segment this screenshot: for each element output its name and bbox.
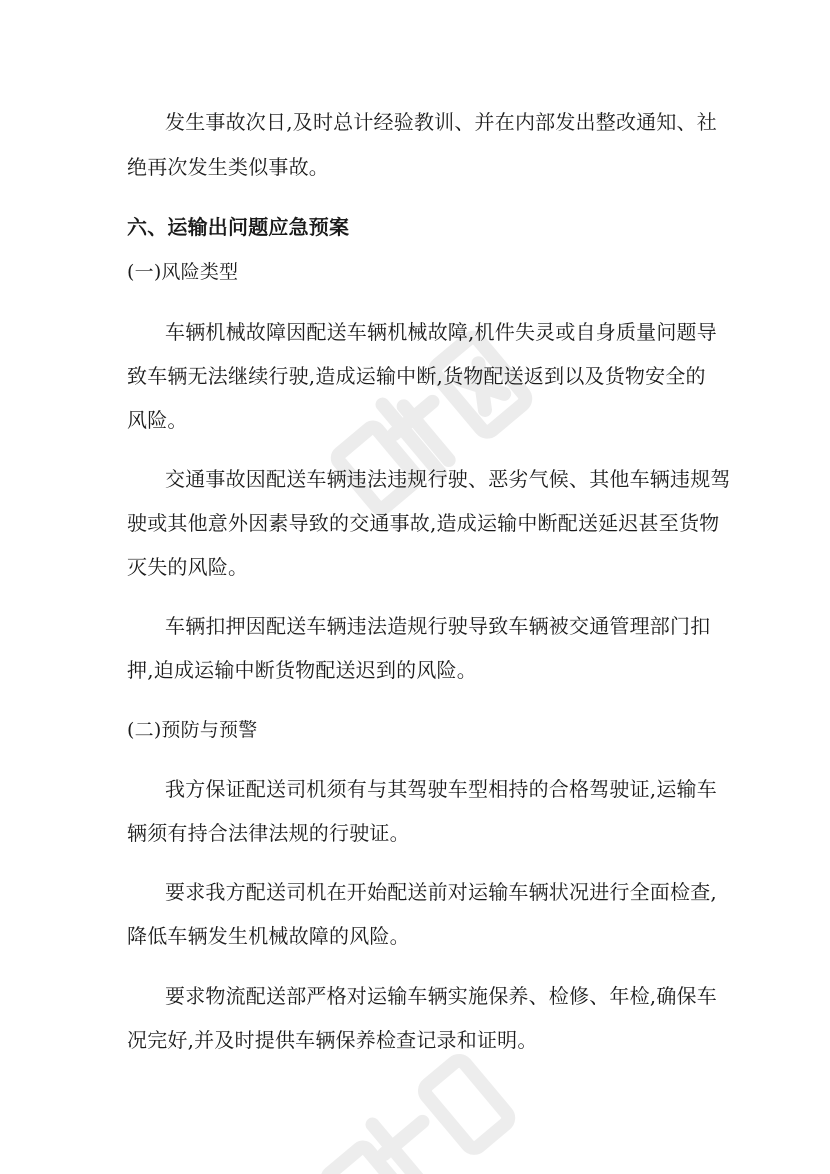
paragraph-line: 辆须有持合法律法规的行驶证。 — [127, 821, 410, 845]
paragraph-line: 绝再次发生类似事故。 — [127, 155, 329, 179]
paragraph-line: 要求我方配送司机在开始配送前对运输车辆状况进行全面检查, — [165, 880, 717, 904]
paragraph-line: 车辆机械故障因配送车辆机械故障,机件失灵或自身质量问题导 — [165, 320, 717, 344]
watermark-logo-bottom — [300, 1050, 540, 1174]
paragraph-line: 灭失的风险。 — [127, 555, 249, 579]
paragraph-line: 车辆扣押因配送车辆违法造规行驶导致车辆被交通管理部门扣 — [165, 614, 711, 638]
subsection-heading: (二)预防与预警 — [127, 719, 258, 741]
paragraph-line: 况完好,并及时提供车辆保养检查记录和证明。 — [127, 1028, 538, 1052]
subsection-heading: (一)风险类型 — [127, 261, 239, 283]
paragraph-line: 交通事故因配送车辆违法违规行驶、恶劣气候、其他车辆违规驾 — [165, 467, 731, 491]
paragraph-line: 押,迫成运输中断货物配送迟到的风险。 — [127, 658, 477, 682]
paragraph-line: 我方保证配送司机须有与其驾驶车型相持的合格驾驶证,运输车 — [165, 777, 717, 801]
paragraph-line: 发生事故次日,及时总计经验教训、并在内部发出整改通知、社 — [165, 110, 717, 134]
paragraph-line: 致车辆无法继续行驶,造成运输中断,货物配送返到以及货物安全的 — [127, 364, 706, 388]
paragraph-line: 驶或其他意外因素导致的交通事故,造成运输中断配送延迟甚至货物 — [127, 511, 720, 535]
paragraph-line: 风险。 — [127, 408, 188, 432]
paragraph-line: 要求物流配送部严格对运输车辆实施保养、检修、年检,确保车 — [165, 984, 717, 1008]
section-heading: 六、运输出问题应急预案 — [127, 215, 350, 239]
paragraph-line: 降低车辆发生机械故障的风险。 — [127, 924, 410, 948]
